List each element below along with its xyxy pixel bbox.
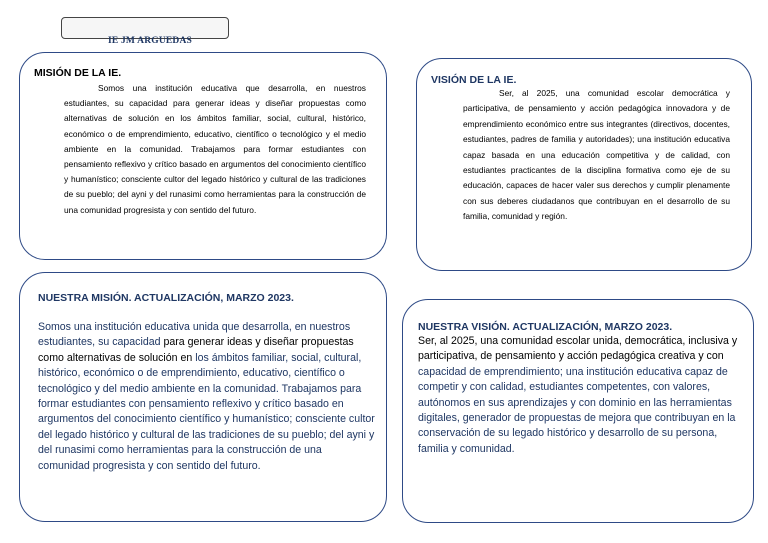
mision-ie-title: MISIÓN DE LA IE. xyxy=(34,67,122,79)
mision-ie-text: Somos una institución educativa que desarrolla, en nuestros estudiantes, su capacidad para generar ideas y diseñar propuestas como alternativas de solución en los ámbitos familiar, social, cultural, histórico, económico o de emprendimiento, educativo, científico o tecnológico y el medio ambiente en la comunidad. Trabajamos para formar estudiantes con pensamiento reflexivo y crítico basado en argumentos del conocimiento científico y humanístico; consciente cultor del legado histórico y cultural de las tradiciones de su pueblo; del ayni y del runasimi como herramientas para la construcción de una comunidad progresista y con sentido del futuro. xyxy=(64,83,366,215)
nuestra-vision-title: NUESTRA VISIÓN. ACTUALIZACIÓN, MARZO 2023. xyxy=(418,321,673,333)
nuestra-mision-text-part-2: para generar ideas y diseñar propuestas como alternativas de solución en xyxy=(38,336,354,364)
vision-ie-text: Ser, al 2025, una comunidad escolar democrática y participativa, de pensamiento y acción pedagógica innovadora y de emprendimiento económico entre sus integrantes (directivos, docentes, estudiantes, padres de familia y autoridades); una institución educativa capaz basada en una educación competitiva y de calidad, con estudiantes practicantes de la disciplina formativa como eje de su educación, capaces de hacer valer sus derechos y cumplir plenamente con sus deberes ciudadanos que contribuyan en el desarrollo de su familia, comunidad y región. xyxy=(463,88,730,222)
nuestra-mision-text-part-1: Somos una institución educativa unida que desarrolla, en nuestros estudiantes, su capacidad xyxy=(38,321,351,349)
vision-ie-title: VISIÓN DE LA IE. xyxy=(431,74,517,86)
nuestra-vision-text-part-1: Ser, al 2025, una comunidad escolar unida, democrática, inclusiva y participativa, de pensamiento y acción pedagógica creativa y con xyxy=(418,335,738,363)
nuestra-vision-text-part-2: capacidad de emprendimiento; una institución educativa capaz de competir y con calidad, estudiantes competentes, con valores, autónomos en sus aprendizajes y con dominio en las herramientas digitales, generador de propuestas de mejora que contribuyan en la conservación de su legado histórico y desarrollo de su persona, familia y comunidad. xyxy=(418,365,736,455)
nuestra-mision-title: NUESTRA MISIÓN. ACTUALIZACIÓN, MARZO 2023. xyxy=(38,292,294,304)
nuestra-mision-text xyxy=(38,320,376,474)
nuestra-mision-text-part-3: los ámbitos familiar, social, cultural, histórico, económico o de emprendimiento, educativo, científico o tecnológico y del medio ambiente en la comunidad. Trabajamos para formar estudiantes con pensamiento reflexivo y crítico basado en argumentos del conocimiento científico y humanístico; consciente cultor del legado histórico y cultural de las tradiciones de su pueblo; del ayni y del runasimi como herramientas para la construcción de una comunidad progresista y con sentido del futuro. xyxy=(38,351,375,472)
nuestra-vision-text xyxy=(418,334,740,457)
school-name-label: IE JM ARGUEDAS xyxy=(107,36,193,46)
